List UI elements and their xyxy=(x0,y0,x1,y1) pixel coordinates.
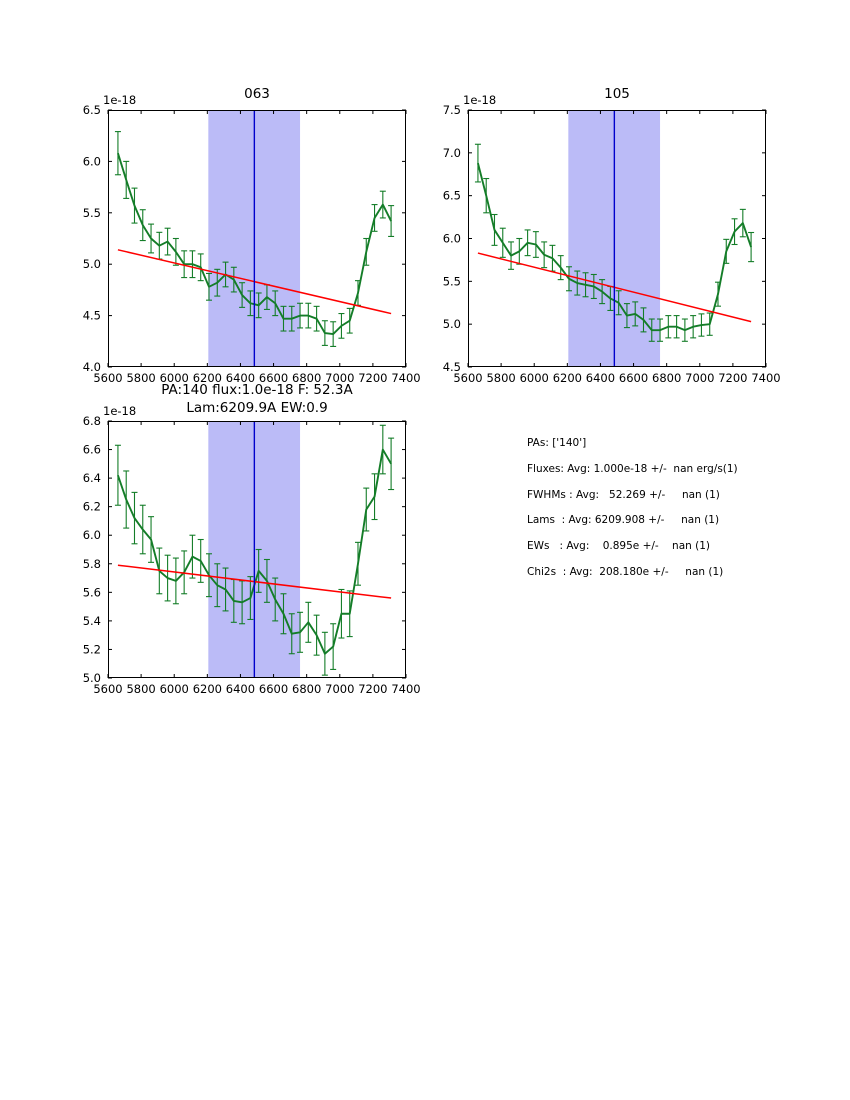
x-tick-label: 7400 xyxy=(751,371,781,385)
y-tick-label: 7.0 xyxy=(442,145,461,160)
x-tick-label: 7000 xyxy=(325,682,355,696)
y-tick-label: 6.5 xyxy=(82,103,101,117)
y-axis-offset-label: 1e-18 xyxy=(463,93,497,107)
x-tick-label: 6200 xyxy=(192,682,222,696)
x-tick-label: 7000 xyxy=(325,371,355,385)
x-tick-label: 6800 xyxy=(292,371,322,385)
y-tick-label: 5.0 xyxy=(442,317,461,332)
x-tick-label: 6600 xyxy=(258,682,289,696)
y-tick-label: 4.5 xyxy=(82,308,101,323)
stats-fluxes-line: Fluxes: Avg: 1.000e-18 +/- nan erg/s(1) xyxy=(527,462,738,475)
stats-lams-line: Lams : Avg: 6209.908 +/- nan (1) xyxy=(527,514,720,527)
x-tick-label: 6400 xyxy=(225,682,256,696)
x-tick-label: 5800 xyxy=(486,371,516,385)
y-tick-label: 6.2 xyxy=(82,499,101,514)
plot-105-title: 105 xyxy=(604,86,630,102)
y-tick-label: 6.6 xyxy=(82,442,101,457)
stats-pas-line: PAs: ['140'] xyxy=(527,437,587,449)
y-tick-label: 4.0 xyxy=(82,360,101,374)
y-tick-label: 5.0 xyxy=(82,671,101,685)
y-tick-label: 5.2 xyxy=(82,642,101,657)
stats-ews-line: EWs : Avg: 0.895e +/- nan (1) xyxy=(527,540,710,553)
y-axis-offset-label: 1e-18 xyxy=(103,93,137,107)
y-axis-offset-label: 1e-18 xyxy=(103,404,137,418)
x-tick-label: 5600 xyxy=(93,371,123,385)
y-tick-label: 4.5 xyxy=(442,360,461,374)
y-tick-label: 6.8 xyxy=(82,414,101,428)
x-tick-label: 5600 xyxy=(453,371,483,385)
x-tick-label: 7200 xyxy=(358,371,388,385)
plot-pa140-title-line1: PA:140 flux:1.0e-18 F: 52.3A xyxy=(161,382,353,398)
x-tick-label: 6800 xyxy=(652,371,682,385)
x-tick-label: 7200 xyxy=(358,682,388,696)
plot-pa140-title-line2: Lam:6209.9A EW:0.9 xyxy=(186,400,328,416)
y-tick-label: 5.4 xyxy=(82,613,101,628)
x-tick-label: 6000 xyxy=(159,371,189,385)
x-tick-label: 7400 xyxy=(391,682,421,696)
y-tick-label: 5.8 xyxy=(82,556,101,571)
stats-fwhms-line: FWHMs : Avg: 52.269 +/- nan (1) xyxy=(527,488,720,501)
x-tick-label: 5600 xyxy=(93,682,123,696)
y-tick-label: 6.0 xyxy=(442,231,461,246)
x-tick-label: 6000 xyxy=(159,682,189,696)
y-tick-label: 5.6 xyxy=(82,585,101,600)
y-tick-label: 5.5 xyxy=(82,205,101,220)
y-tick-label: 6.0 xyxy=(82,528,101,543)
x-tick-label: 7400 xyxy=(391,371,421,385)
y-tick-label: 6.0 xyxy=(82,154,101,169)
y-tick-label: 6.4 xyxy=(82,471,101,486)
x-tick-label: 6200 xyxy=(192,371,222,385)
y-tick-label: 5.5 xyxy=(442,274,461,289)
y-tick-label: 6.5 xyxy=(442,188,461,203)
x-tick-label: 7200 xyxy=(718,371,748,385)
stats-chi2s-line: Chi2s : Avg: 208.180e +/- nan (1) xyxy=(527,565,724,578)
x-tick-label: 6400 xyxy=(225,371,256,385)
stats-panel xyxy=(527,431,738,586)
x-tick-label: 6000 xyxy=(519,371,549,385)
plot-063-title: 063 xyxy=(244,86,270,102)
y-tick-label: 5.0 xyxy=(82,257,101,272)
x-tick-label: 6400 xyxy=(585,371,616,385)
x-tick-label: 6200 xyxy=(552,371,582,385)
x-tick-label: 5800 xyxy=(126,682,156,696)
x-tick-label: 5800 xyxy=(126,371,156,385)
x-tick-label: 6800 xyxy=(292,682,322,696)
x-tick-label: 7000 xyxy=(685,371,715,385)
x-tick-label: 6600 xyxy=(258,371,289,385)
y-tick-label: 7.5 xyxy=(442,103,461,117)
x-tick-label: 6600 xyxy=(618,371,649,385)
